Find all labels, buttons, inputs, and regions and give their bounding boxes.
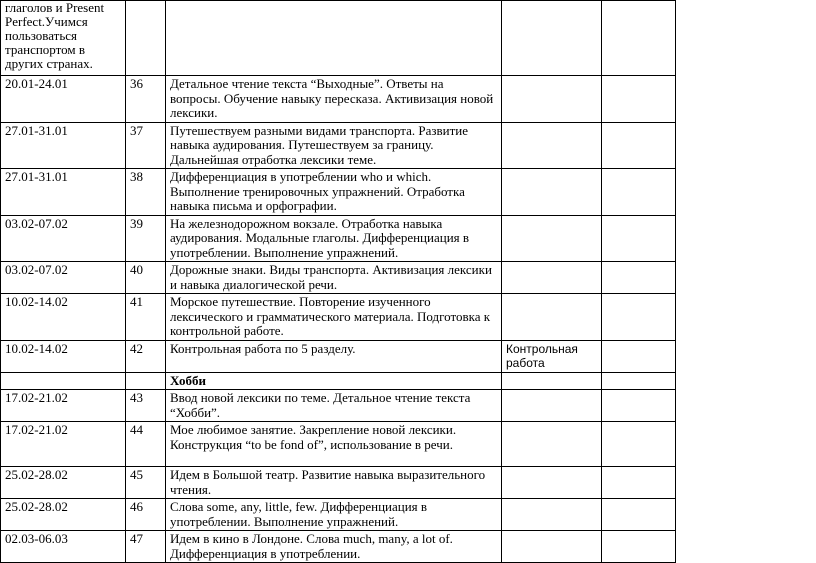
topic-cell: Идем в кино в Лондоне. Слова much, many, a lot of. Дифференциация в употреблении.: [166, 531, 502, 563]
control-type-cell: [502, 467, 602, 499]
lesson-number-cell: [126, 1, 166, 76]
control-type-cell: [502, 1, 602, 76]
topic-cell: Контрольная работа по 5 разделу.: [166, 340, 502, 372]
blank-cell: [602, 1, 676, 76]
lesson-number-cell: 44: [126, 422, 166, 467]
date-cell: 17.02-21.02: [1, 422, 126, 467]
table-row: [1, 76, 676, 123]
control-type-cell: [502, 262, 602, 294]
blank-cell: [602, 169, 676, 216]
table-row: [1, 422, 676, 467]
date-cell: 17.02-21.02: [1, 390, 126, 422]
table-row: [1, 372, 676, 390]
topic-cell: Ввод новой лексики по теме. Детальное чтение текста “Хобби”.: [166, 390, 502, 422]
topic-cell: Слова some, any, little, few. Дифференциация в употреблении. Выполнение упражнений.: [166, 499, 502, 531]
table-row: [1, 122, 676, 169]
lesson-number-cell: 47: [126, 531, 166, 563]
date-cell: 03.02-07.02: [1, 215, 126, 262]
topic-cell: Мое любимое занятие. Закрепление новой лексики. Конструкция “to be fond of”, использование в речи.: [166, 422, 502, 467]
table-row: [1, 1, 676, 76]
lesson-number-cell: 42: [126, 340, 166, 372]
topic-cell: Идем в Большой театр. Развитие навыка выразительного чтения.: [166, 467, 502, 499]
lesson-number-cell: [126, 372, 166, 390]
date-cell: 02.03-06.03: [1, 531, 126, 563]
control-type-cell: [502, 372, 602, 390]
control-type-cell: [502, 122, 602, 169]
date-cell: [1, 372, 126, 390]
control-type-cell: [502, 169, 602, 216]
blank-cell: [602, 372, 676, 390]
date-cell: 25.02-28.02: [1, 467, 126, 499]
control-type-cell: [502, 294, 602, 341]
table-row: [1, 340, 676, 372]
lesson-number-cell: 37: [126, 122, 166, 169]
lesson-number-cell: 39: [126, 215, 166, 262]
blank-cell: [602, 340, 676, 372]
topic-cell: Путешествуем разными видами транспорта. Развитие навыка аудирования. Путешествуем за границу. Дальнейшая отработка лексики теме.: [166, 122, 502, 169]
date-cell: 10.02-14.02: [1, 294, 126, 341]
date-cell: 20.01-24.01: [1, 76, 126, 123]
lesson-number-cell: 40: [126, 262, 166, 294]
control-type-cell: [502, 422, 602, 467]
date-cell: 27.01-31.01: [1, 169, 126, 216]
lesson-number-cell: 43: [126, 390, 166, 422]
topic-cell: На железнодорожном вокзале. Отработка навыка аудирования. Модальные глаголы. Дифференциация в употреблении. Выполнение упражнений.: [166, 215, 502, 262]
date-cell: 10.02-14.02: [1, 340, 126, 372]
blank-cell: [602, 499, 676, 531]
blank-cell: [602, 76, 676, 123]
blank-cell: [602, 294, 676, 341]
table-row: [1, 499, 676, 531]
table-row: [1, 262, 676, 294]
table-row: [1, 215, 676, 262]
blank-cell: [602, 262, 676, 294]
lesson-number-cell: 41: [126, 294, 166, 341]
table-row: [1, 294, 676, 341]
topic-cell: Дифференциация в употреблении who и which. Выполнение тренировочных упражнений. Отработка навыка письма и орфографии.: [166, 169, 502, 216]
control-type-cell: [502, 390, 602, 422]
blank-cell: [602, 390, 676, 422]
date-cell: 27.01-31.01: [1, 122, 126, 169]
blank-cell: [602, 215, 676, 262]
topic-cell: Детальное чтение текста “Выходные”. Ответы на вопросы. Обучение навыку пересказа. Активизация новой лексики.: [166, 76, 502, 123]
date-cell: 25.02-28.02: [1, 499, 126, 531]
lesson-number-cell: 36: [126, 76, 166, 123]
topic-cell: Хобби: [166, 372, 502, 390]
lesson-number-cell: 45: [126, 467, 166, 499]
control-type-cell: [502, 531, 602, 563]
date-cell: глаголов и Present Perfect.Учимся пользоваться транспортом в других странах.: [1, 1, 126, 76]
blank-cell: [602, 531, 676, 563]
blank-cell: [602, 422, 676, 467]
table-row: [1, 390, 676, 422]
control-type-cell: [502, 215, 602, 262]
blank-cell: [602, 122, 676, 169]
lesson-number-cell: 46: [126, 499, 166, 531]
date-cell: 03.02-07.02: [1, 262, 126, 294]
lesson-number-cell: 38: [126, 169, 166, 216]
control-type-cell: [502, 499, 602, 531]
table-row: [1, 531, 676, 563]
topic-cell: [166, 1, 502, 76]
control-type-cell: Контрольная работа: [502, 340, 602, 372]
control-type-cell: [502, 76, 602, 123]
blank-cell: [602, 467, 676, 499]
table-row: [1, 467, 676, 499]
topic-cell: Дорожные знаки. Виды транспорта. Активизация лексики и навыка диалогической речи.: [166, 262, 502, 294]
topic-cell: Морское путешествие. Повторение изученного лексического и грамматического материала. Подготовка к контрольной работе.: [166, 294, 502, 341]
table-row: [1, 169, 676, 216]
